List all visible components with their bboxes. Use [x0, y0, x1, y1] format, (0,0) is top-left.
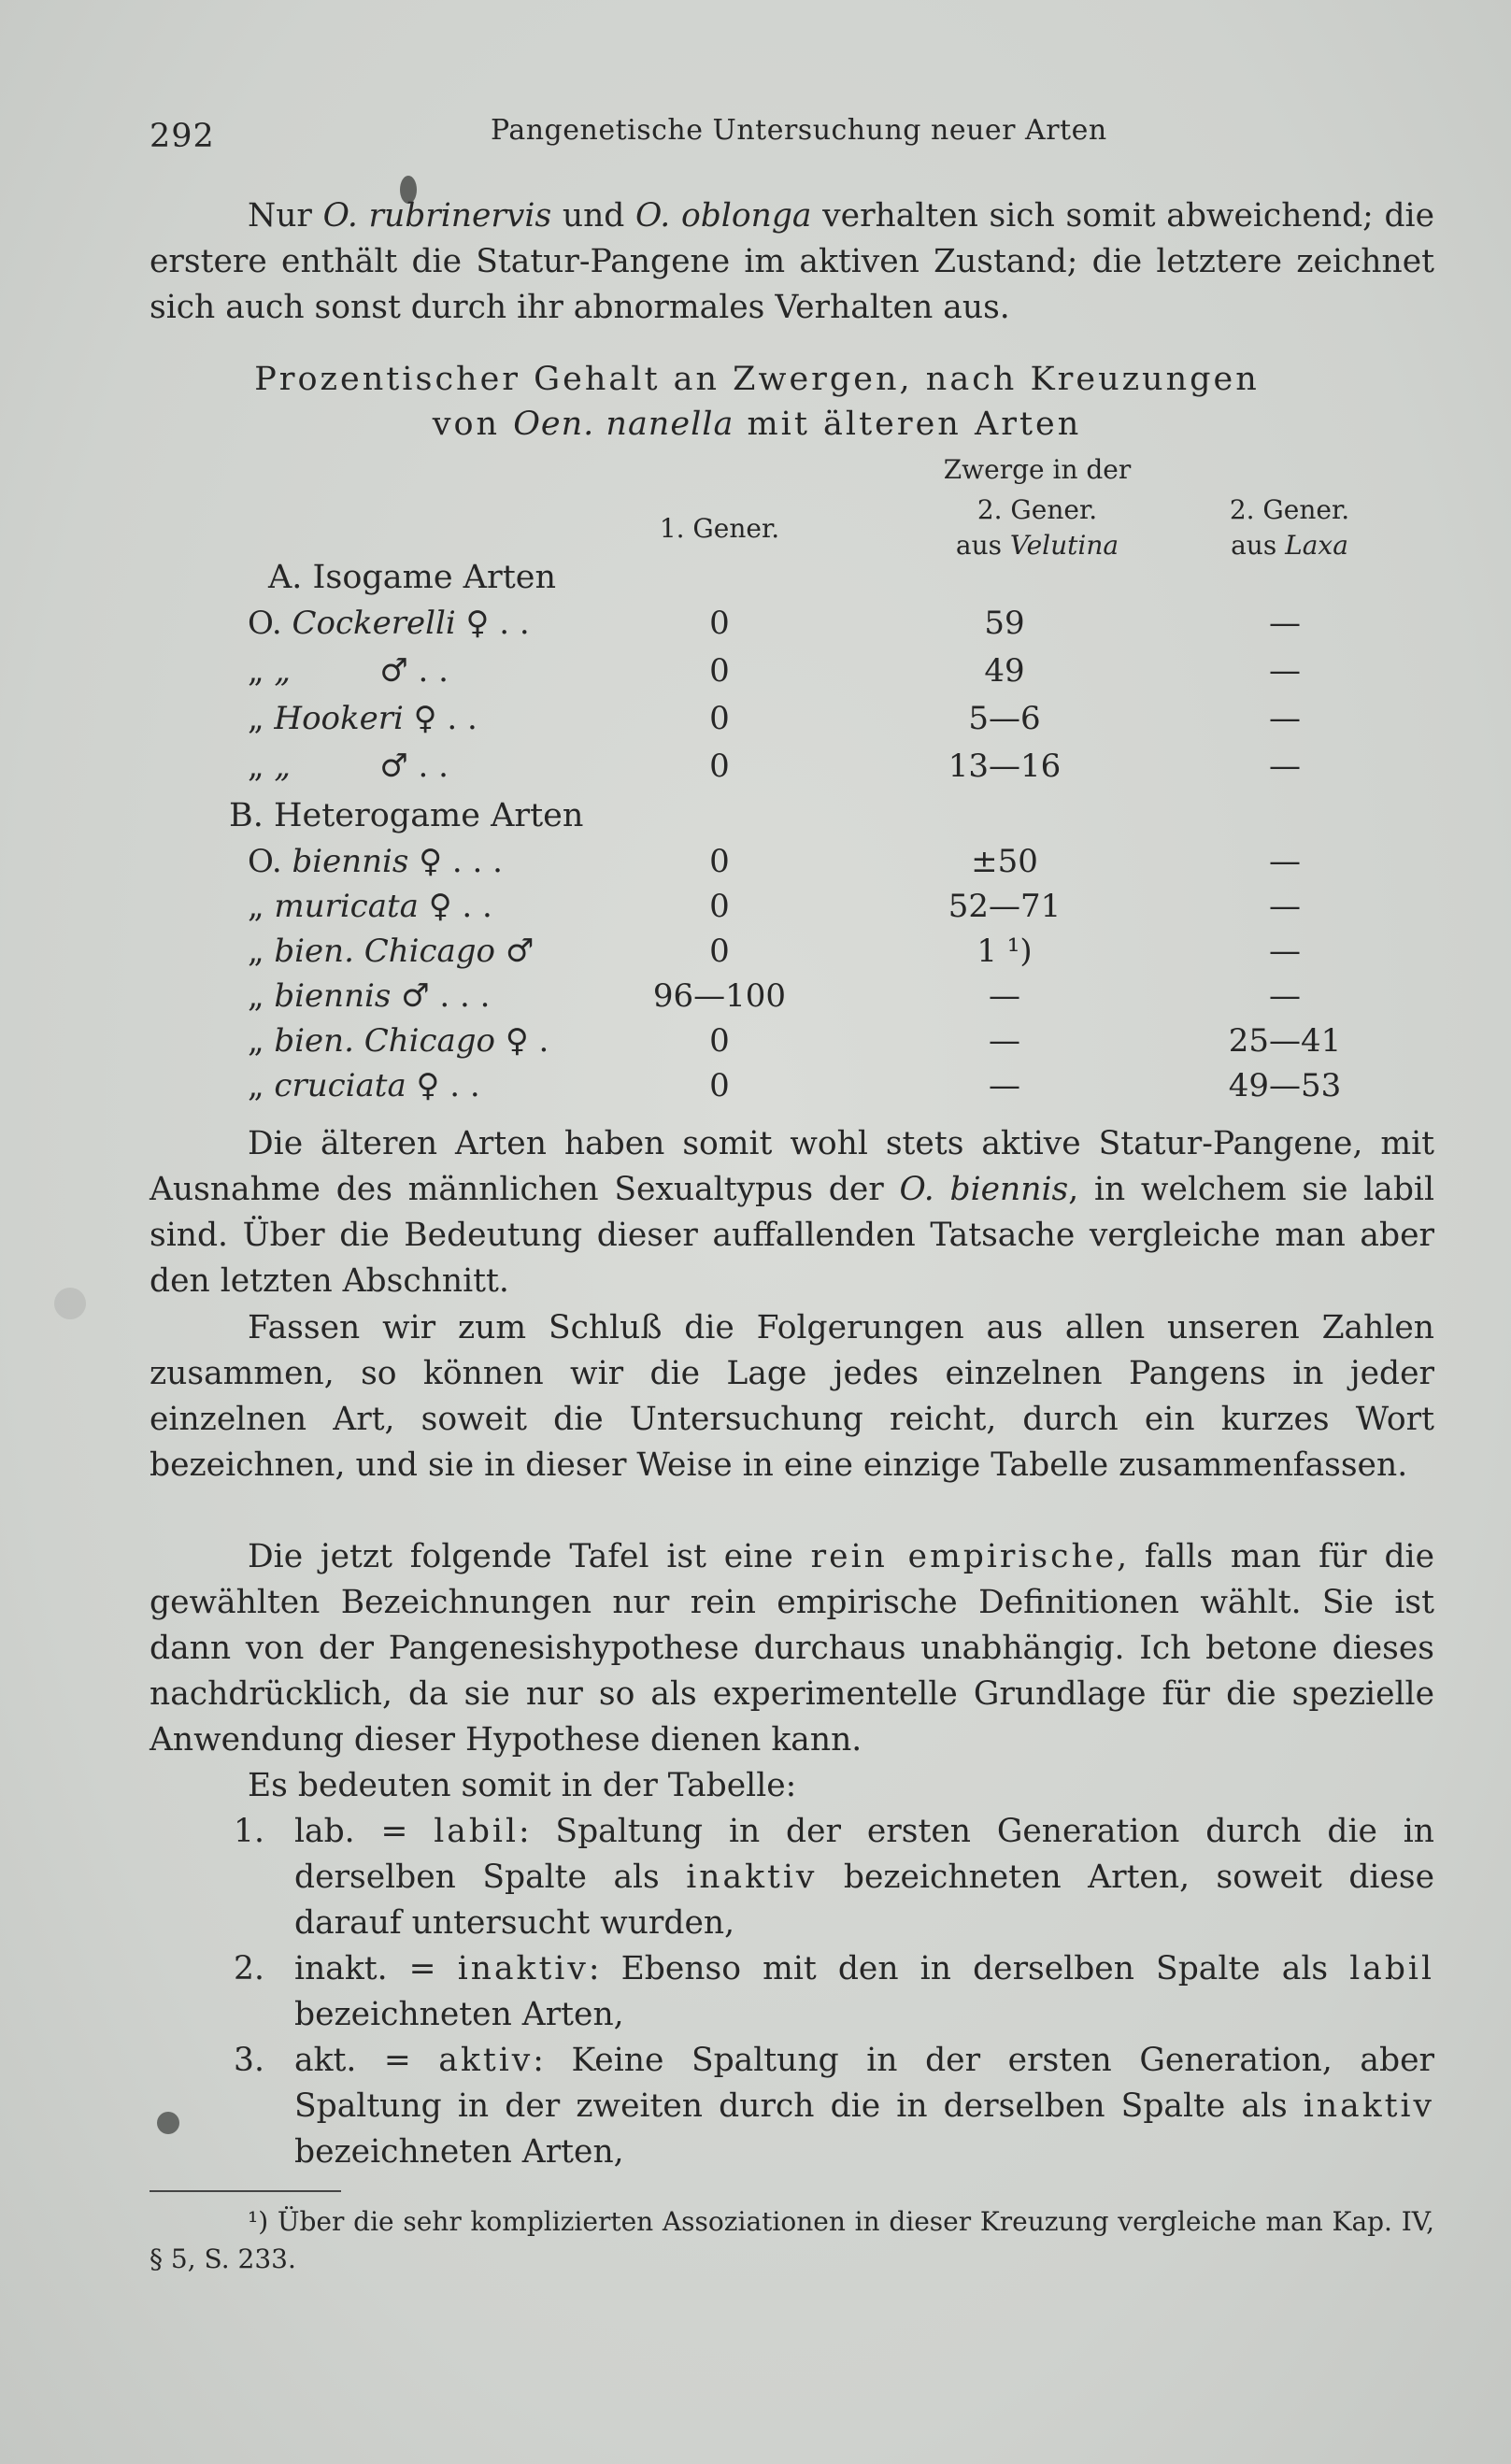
row-species: [248, 1022, 549, 1060]
column-header-velutina: [897, 492, 1177, 563]
row-prefix: „: [248, 888, 275, 925]
row-prefix: „: [248, 748, 275, 785]
cell-laxa: —: [1269, 652, 1301, 690]
row-name: biennis: [292, 843, 409, 880]
page-header: [150, 110, 1361, 157]
cell-velutina: —: [989, 1067, 1020, 1104]
list-item: [150, 1809, 1434, 1946]
row-prefix: „: [248, 652, 275, 690]
list-abbr: inakt. =: [294, 1950, 458, 1987]
cell-velutina: 49: [984, 652, 1025, 690]
list-number: 3.: [234, 2042, 264, 2079]
list-item-body: [150, 1809, 1434, 1946]
cell-laxa: —: [1269, 977, 1301, 1015]
paragraph-4: [150, 1534, 1434, 1763]
column-header-text: aus: [955, 530, 1010, 561]
list-number: 2.: [234, 1950, 264, 1987]
list-item: [150, 1946, 1434, 2038]
paragraph-text: , falls man für die gewählten Bezeichnungen nur rein empirische Definitionen wählt. Sie ist dann von der Pangenesishypothese durchaus unabhängig. Ich betone dieses nachdrücklich, da sie nur so als experimentelle Grundlage für die spezielle Anwendung dieser Hypothese dienen kann.: [150, 1538, 1434, 1759]
row-suffix: ♂ . .: [369, 652, 449, 690]
list-abbr: akt. =: [294, 2042, 439, 2079]
cell-gener1: 0: [709, 843, 730, 880]
table-row: [0, 843, 1511, 888]
table-row: [0, 1022, 1511, 1067]
row-prefix: „: [248, 1022, 275, 1060]
row-name: bien. Chicago: [274, 933, 496, 970]
row-name: bien. Chicago: [274, 1022, 496, 1060]
cell-gener1: 0: [709, 1022, 730, 1060]
list-number: 1.: [234, 1813, 264, 1850]
list-term: inaktiv: [686, 1859, 818, 1896]
cell-velutina: 52—71: [948, 888, 1062, 925]
row-suffix: ♀ .: [495, 1022, 549, 1060]
cell-gener1: 96—100: [652, 977, 787, 1015]
footnote-mark: ¹): [248, 2206, 269, 2237]
list-text: : Ebenso mit den in derselben Spalte als: [588, 1950, 1350, 1987]
paragraph-5: Es bedeuten somit in der Tabelle:: [248, 1767, 797, 1804]
intro-text: verhalten sich somit abweichend; die erstere enthält die Statur-Pangene im aktiven Zustand; die letztere zeichnet sich auch sonst durch ihr abnormales Verhalten aus.: [150, 197, 1434, 326]
list-abbr: lab. =: [294, 1813, 435, 1850]
column-header-line: 2. Gener.: [1229, 494, 1350, 525]
row-name: Cockerelli: [292, 605, 456, 642]
species-name: Oen. nanella: [513, 406, 734, 443]
cell-laxa: —: [1269, 888, 1301, 925]
row-suffix: ♂ . .: [369, 748, 449, 785]
row-suffix: ♀ . .: [418, 888, 492, 925]
list-text: bezeichneten Arten, soweit diese darauf untersucht wurden,: [294, 1859, 1434, 1942]
cell-gener1: 0: [709, 888, 730, 925]
cell-velutina: —: [989, 977, 1020, 1015]
cell-velutina: 5—6: [968, 700, 1041, 737]
paragraph-3: Fassen wir zum Schluß die Folgerungen aus allen unseren Zahlen zusammen, so können wir die Lage jedes einzelnen Pangens in jeder einzelnen Art, soweit die Untersuchung reicht, durch ein kurzes Wort bezeichnen, und sie in dieser Weise in eine einzige Tabelle zusammenfassen.: [150, 1309, 1434, 1484]
table-row: [0, 700, 1511, 745]
table-title-line-1: Prozentischer Gehalt an Zwergen, nach Kreuzungen: [254, 361, 1260, 398]
row-suffix: ♀ . .: [455, 605, 530, 642]
row-prefix: O.: [248, 605, 292, 642]
paragraph-2: [150, 1121, 1434, 1304]
paragraph-text: Die älteren Arten haben somit wohl stets aktive Statur-Pangene, mit Ausnahme des männlichen Sexualtypus der: [150, 1125, 1434, 1208]
cell-laxa: —: [1269, 843, 1301, 880]
row-species: [248, 1067, 480, 1104]
cell-gener1: 0: [709, 605, 730, 642]
species-name: O. biennis: [899, 1171, 1069, 1208]
list-text: bezeichneten Arten,: [294, 1996, 624, 2033]
cell-velutina: 13—16: [948, 748, 1062, 785]
cell-laxa: —: [1269, 933, 1301, 970]
intro-text: und: [551, 197, 636, 235]
row-prefix: „: [248, 977, 275, 1015]
row-species: [248, 888, 492, 925]
row-name: „: [274, 748, 292, 785]
section-label-isogame: A. Isogame Arten: [268, 559, 557, 596]
stain-spot: [54, 1288, 86, 1319]
cell-laxa: 25—41: [1228, 1022, 1342, 1060]
row-name: muricata: [274, 888, 419, 925]
intro-text: Nur: [248, 197, 323, 235]
intro-paragraph: [150, 193, 1434, 331]
table-title-line-2: [150, 402, 1364, 447]
cell-laxa: 49—53: [1228, 1067, 1342, 1104]
cell-gener1: 0: [709, 933, 730, 970]
paragraph-text: Die jetzt folgende Tafel ist eine: [248, 1538, 811, 1575]
running-head: Pangenetische Untersuchung neuer Arten: [491, 114, 1107, 147]
table-row: [0, 933, 1511, 977]
column-header-species: Laxa: [1285, 530, 1348, 561]
cell-gener1: 0: [709, 652, 730, 690]
list-item: [150, 2038, 1434, 2175]
cell-gener1: 0: [709, 1067, 730, 1104]
table-row: [0, 1067, 1511, 1112]
row-suffix: ♂ . . .: [391, 977, 491, 1015]
list-term: aktiv: [438, 2042, 534, 2079]
row-prefix: „: [248, 1067, 275, 1104]
row-suffix: ♀ . .: [403, 700, 478, 737]
cell-gener1: 0: [709, 700, 730, 737]
list-text: bezeichneten Arten,: [294, 2133, 624, 2171]
column-header-laxa: [1182, 492, 1397, 563]
row-name-wrap: [274, 652, 369, 690]
column-header-line: 2. Gener.: [976, 494, 1098, 525]
row-suffix: ♀ . . .: [408, 843, 503, 880]
footnote-divider: [150, 2190, 341, 2192]
cell-velutina: ±50: [971, 843, 1038, 880]
species-name: O. rubrinervis: [322, 197, 552, 235]
cell-laxa: —: [1269, 605, 1301, 642]
cell-velutina: 59: [984, 605, 1025, 642]
cell-velutina: 1 ¹): [976, 933, 1033, 970]
row-species: [248, 977, 490, 1015]
cell-laxa: —: [1269, 700, 1301, 737]
page-number: 292: [150, 118, 215, 155]
row-name: biennis: [274, 977, 392, 1015]
title-text: mit älteren Arten: [734, 406, 1082, 443]
row-name: Hookeri: [274, 700, 404, 737]
list-text: : Spaltung in der ersten Generation durch die in derselben Spalte als: [294, 1813, 1434, 1896]
list-term: inaktiv: [1303, 2087, 1434, 2125]
list-term: inaktiv: [457, 1950, 589, 1987]
species-name: O. oblonga: [635, 197, 812, 235]
emphasis-text: rein empirische: [810, 1538, 1118, 1575]
row-species: [248, 700, 478, 737]
column-header-zwerge: Zwerge in der: [943, 454, 1132, 485]
cell-velutina: —: [989, 1022, 1020, 1060]
row-species: [248, 933, 534, 970]
row-species: [248, 652, 449, 690]
list-item-body: [150, 1946, 1434, 2038]
row-prefix: „: [248, 700, 275, 737]
row-species: [248, 748, 449, 785]
list-text: : Keine Spaltung in der ersten Generation, aber Spaltung in der zweiten durch die in derselben Spalte als: [294, 2042, 1434, 2125]
list-item-body: [150, 2038, 1434, 2175]
row-name-wrap: [274, 748, 369, 785]
list-term: labil: [1349, 1950, 1434, 1987]
table-row: [0, 888, 1511, 933]
row-name: cruciata: [274, 1067, 406, 1104]
row-suffix: ♂: [495, 933, 535, 970]
column-header-gener1: 1. Gener.: [659, 513, 780, 544]
row-prefix: „: [248, 933, 275, 970]
footnote: [150, 2203, 1434, 2278]
table-row: [0, 977, 1511, 1022]
title-text: von: [432, 406, 514, 443]
cell-gener1: 0: [709, 748, 730, 785]
row-species: [248, 843, 503, 880]
column-header-species: Velutina: [1009, 530, 1119, 561]
table-row: [0, 605, 1511, 649]
column-header-line: [897, 528, 1177, 563]
cell-laxa: —: [1269, 748, 1301, 785]
paragraph-text: , in welchem sie labil sind. Über die Bedeutung dieser auffallenden Tatsache vergleiche man aber den letzten Abschnitt.: [150, 1171, 1434, 1300]
footnote-text: Über die sehr komplizierten Assoziationen in dieser Kreuzung vergleiche man Kap. IV, § 5, S. 233.: [150, 2206, 1434, 2274]
column-header-line: [1182, 528, 1397, 563]
row-name: „: [274, 652, 292, 690]
section-label-heterogame: B. Heterogame Arten: [229, 797, 584, 834]
table-row: [0, 652, 1511, 697]
row-prefix: O.: [248, 843, 292, 880]
list-term: labil: [434, 1813, 519, 1850]
table-row: [0, 748, 1511, 792]
row-species: [248, 605, 530, 642]
table-title: [150, 357, 1364, 447]
row-suffix: ♀ . .: [406, 1067, 480, 1104]
column-header-text: aus: [1231, 530, 1286, 561]
